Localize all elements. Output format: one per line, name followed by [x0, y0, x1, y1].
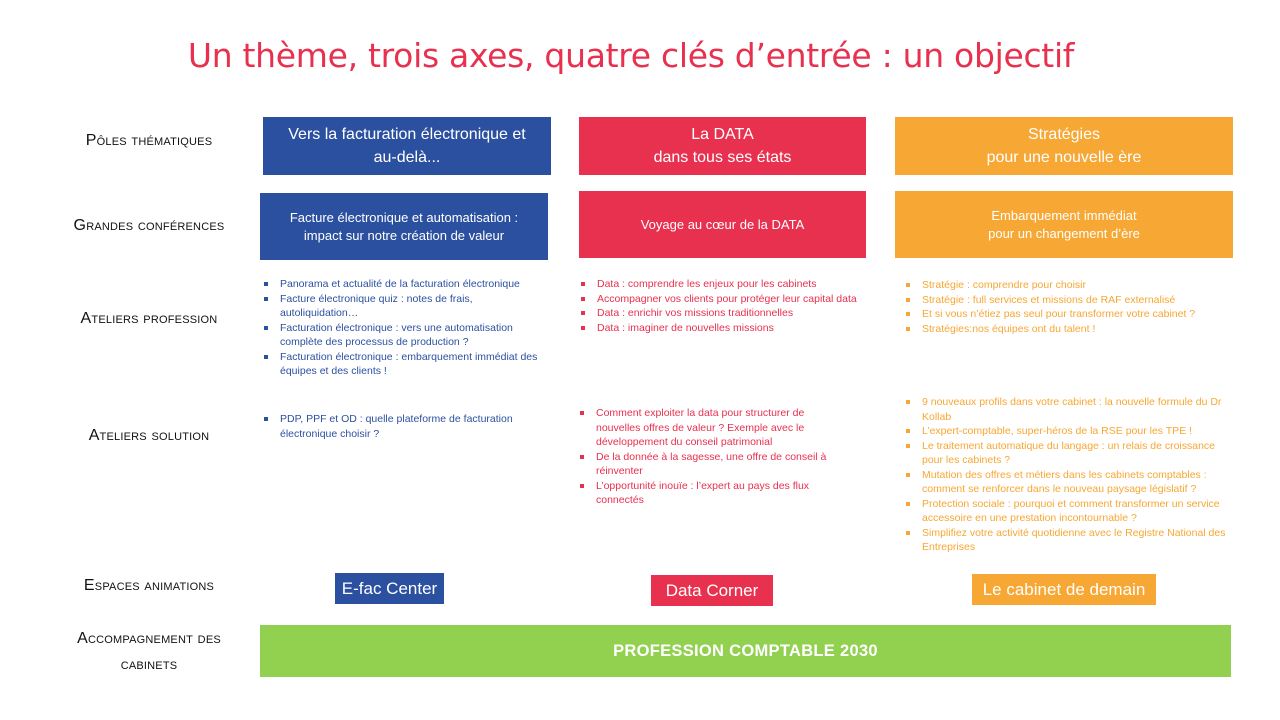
list-item: Le traitement automatique du langage : un relais de croissance pour les cabinets ? — [904, 439, 1226, 468]
ateliers-solution-strategies-list — [904, 395, 1226, 555]
ateliers-profession-facturation-list — [262, 277, 544, 379]
conference-facture-line1: Facture électronique et automatisation : — [289, 209, 519, 225]
ateliers-solution-data-list — [578, 406, 840, 508]
list-item: Facture électronique quiz : notes de frais, autoliquidation… — [262, 292, 544, 321]
pole-facturation — [263, 117, 551, 175]
row-label-ateliers-profession: Ateliers profession — [80, 310, 218, 327]
list-item: Data : comprendre les enjeux pour les cabinets — [579, 277, 859, 292]
list-item: Facturation électronique : embarquement immédiat des équipes et des clients ! — [262, 350, 544, 379]
espace-efac-center: E-fac Center — [335, 573, 444, 604]
row-label-poles: Pôles thématiques — [85, 132, 213, 149]
row-label-espaces: Espaces animations — [83, 577, 215, 594]
pole-data-line2: dans tous ses états — [653, 149, 792, 166]
pole-data — [579, 117, 866, 175]
pole-facturation-line2: au-delà... — [373, 149, 441, 166]
list-item: Panorama et actualité de la facturation électronique — [262, 277, 544, 292]
conference-embarquement — [895, 191, 1233, 258]
list-item: Facturation électronique : vers une automatisation complète des processus de production ? — [262, 321, 544, 350]
list-item: Data : imaginer de nouvelles missions — [579, 321, 859, 336]
list-item: De la donnée à la sagesse, une offre de conseil à réinventer — [578, 450, 840, 479]
list-item: Simplifiez votre activité quotidienne avec le Registre National des Entreprises — [904, 526, 1226, 555]
list-item: Data : enrichir vos missions traditionnelles — [579, 306, 859, 321]
row-label-conferences: Grandes conférences — [73, 217, 225, 234]
list-item: Protection sociale : pourquoi et comment transformer un service accessoire en une prestation incontournable ? — [904, 497, 1226, 526]
list-item: Comment exploiter la data pour structurer de nouvelles offres de valeur ? Exemple avec le développement du conseil patrimonial — [578, 406, 840, 450]
conference-facture — [260, 193, 548, 260]
list-item: Mutation des offres et métiers dans les cabinets comptables : comment se renforcer dans le nouveau paysage législatif ? — [904, 468, 1226, 497]
ateliers-solution-facturation-list — [262, 412, 542, 441]
ateliers-profession-strategies-list — [904, 278, 1234, 336]
row-label-accompagnement-line2: cabinets — [120, 656, 178, 673]
espace-cabinet-demain: Le cabinet de demain — [972, 574, 1156, 605]
row-label-accompagnement-line1: Accompagnement des — [77, 630, 221, 647]
conference-data — [579, 191, 866, 258]
conference-facture-line2: impact sur notre création de valeur — [303, 227, 505, 243]
pole-strategies-line2: pour une nouvelle ère — [986, 149, 1142, 166]
page-title: Un thème, trois axes, quatre clés d’entrée : un objectif — [187, 36, 1075, 75]
list-item: Et si vous n’étiez pas seul pour transformer votre cabinet ? — [904, 307, 1234, 322]
list-item: Accompagner vos clients pour protéger leur capital data — [579, 292, 859, 307]
list-item: L’opportunité inouïe : l’expert au pays des flux connectés — [578, 479, 840, 508]
list-item: PDP, PPF et OD : quelle plateforme de facturation électronique choisir ? — [262, 412, 542, 441]
conference-data-line1: Voyage au cœur de la DATA — [640, 216, 805, 232]
conference-embarquement-line2: pour un changement d’ère — [988, 225, 1140, 241]
row-label-accompagnement — [40, 626, 258, 678]
list-item: 9 nouveaux profils dans votre cabinet : la nouvelle formule du Dr Kollab — [904, 395, 1226, 424]
list-item: Stratégies:nos équipes ont du talent ! — [904, 322, 1234, 337]
pole-strategies — [895, 117, 1233, 175]
pole-facturation-line1: Vers la facturation électronique et — [288, 126, 526, 143]
profession-comptable-banner: PROFESSION COMPTABLE 2030 — [260, 625, 1231, 677]
pole-data-line1: La DATA — [691, 126, 754, 143]
pole-strategies-line1: Stratégies — [1027, 126, 1101, 143]
list-item: Stratégie : full services et missions de RAF externalisé — [904, 293, 1234, 308]
list-item: Stratégie : comprendre pour choisir — [904, 278, 1234, 293]
espace-data-corner: Data Corner — [651, 575, 773, 606]
list-item: L’expert-comptable, super-héros de la RSE pour les TPE ! — [904, 424, 1226, 439]
row-label-ateliers-solution: Ateliers solution — [88, 427, 210, 444]
ateliers-profession-data-list — [579, 277, 859, 335]
conference-embarquement-line1: Embarquement immédiat — [991, 207, 1137, 223]
